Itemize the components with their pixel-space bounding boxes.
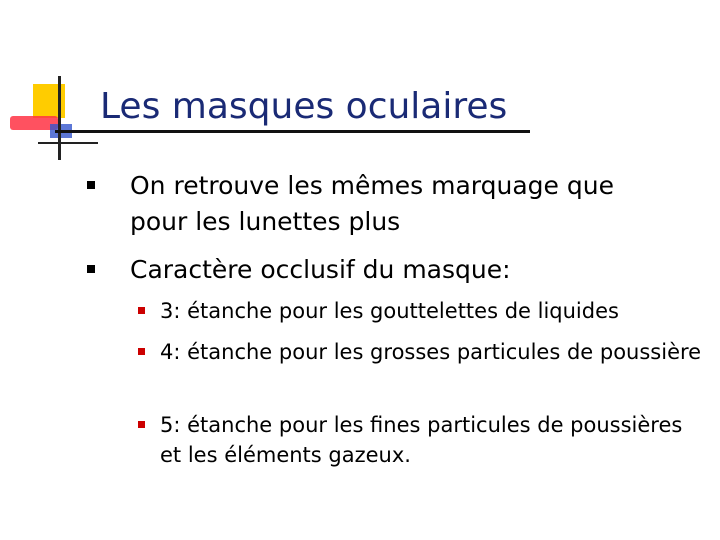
- sub-bullet-text: 3: étanche pour les gouttelettes de liquides: [160, 299, 619, 323]
- title-underline: [55, 130, 530, 133]
- square-bullet-icon: [138, 348, 145, 355]
- square-bullet-icon: [87, 181, 95, 189]
- square-bullet-icon: [138, 307, 145, 314]
- sub-bullet-item: [0, 296, 720, 326]
- slide-logo-decoration: [0, 0, 100, 170]
- bullet-item: [0, 252, 620, 288]
- sub-bullet-item: [0, 410, 720, 470]
- bullet-text: On retrouve les mêmes marquage que pour les lunettes plus: [130, 171, 614, 236]
- bullet-text: Caractère occlusif du masque:: [130, 255, 511, 284]
- sub-bullet-text: 4: étanche pour les grosses particules de poussière: [160, 340, 702, 364]
- logo-horizontal-line: [38, 142, 98, 144]
- bullet-item: [0, 168, 620, 240]
- logo-vertical-line: [58, 76, 61, 160]
- square-bullet-icon: [138, 421, 145, 428]
- sub-bullet-item: [0, 337, 720, 397]
- square-bullet-icon: [87, 265, 95, 273]
- slide-title: Les masques oculaires: [100, 86, 508, 127]
- sub-bullet-text: 5: étanche pour les fines particules de poussières et les éléments gazeux.: [160, 413, 683, 467]
